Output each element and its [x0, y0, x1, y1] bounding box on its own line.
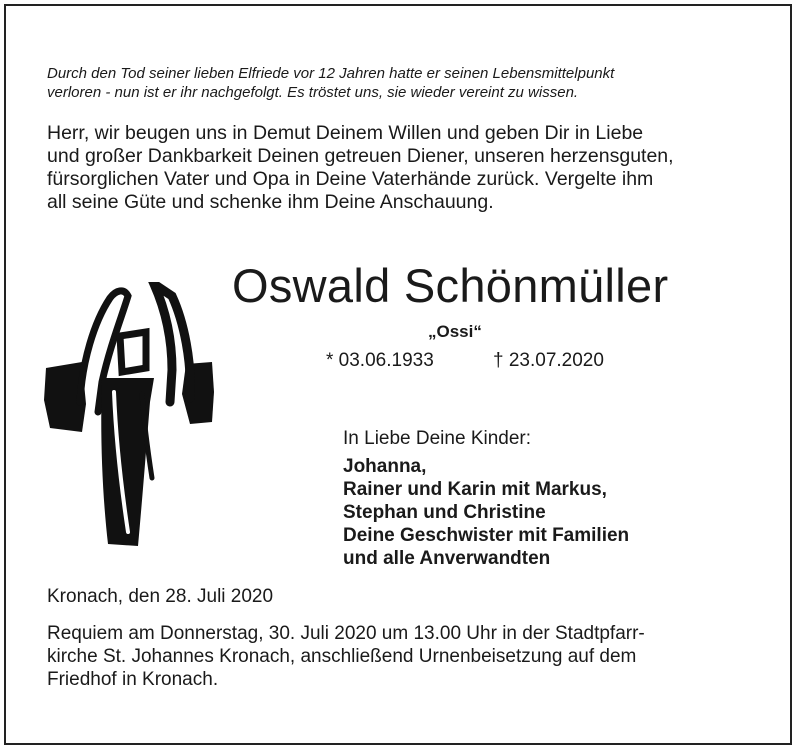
- intro-line: verloren - nun ist er ihr nachgefolgt. Es tröstet uns, sie wieder vereint zu wissen.: [47, 84, 579, 101]
- list-item: Deine Geschwister mit Familien: [343, 525, 630, 546]
- list-item: Rainer und Karin mit Markus,: [343, 479, 607, 500]
- prayer-line: fürsorglichen Vater und Opa in Deine Vaterhände zurück. Vergelte ihm: [47, 168, 654, 190]
- prayer-line: all seine Güte und schenke ihm Deine Anschauung.: [47, 191, 494, 213]
- list-item: Stephan und Christine: [343, 502, 546, 523]
- deceased-nickname: „Ossi“: [428, 322, 482, 341]
- deceased-name: Oswald Schönmüller: [232, 259, 669, 312]
- intro-line: Durch den Tod seiner lieben Elfriede vor 12 Jahren hatte er seinen Lebensmittelpunkt: [47, 65, 615, 82]
- mourners-intro: In Liebe Deine Kinder:: [343, 428, 532, 449]
- cross-icon: [42, 282, 214, 550]
- requiem-text: [47, 622, 767, 691]
- death-date: † 23.07.2020: [493, 350, 604, 371]
- list-item: Johanna,: [343, 456, 427, 477]
- intro-text: [47, 64, 767, 102]
- mourners-list: [343, 455, 629, 570]
- prayer-line: und großer Dankbarkeit Deinen getreuen Diener, unseren herzensguten,: [47, 145, 674, 167]
- prayer-line: Herr, wir beugen uns in Demut Deinem Willen und geben Dir in Liebe: [47, 122, 644, 144]
- prayer-text: [47, 122, 767, 214]
- requiem-line: Requiem am Donnerstag, 30. Juli 2020 um 13.00 Uhr in der Stadtpfarr-: [47, 623, 645, 644]
- requiem-line: kirche St. Johannes Kronach, anschließend Urnenbeisetzung auf dem: [47, 646, 637, 667]
- requiem-line: Friedhof in Kronach.: [47, 669, 219, 690]
- place-date: Kronach, den 28. Juli 2020: [47, 586, 274, 607]
- birth-date: * 03.06.1933: [326, 350, 434, 371]
- list-item: und alle Anverwandten: [343, 548, 551, 569]
